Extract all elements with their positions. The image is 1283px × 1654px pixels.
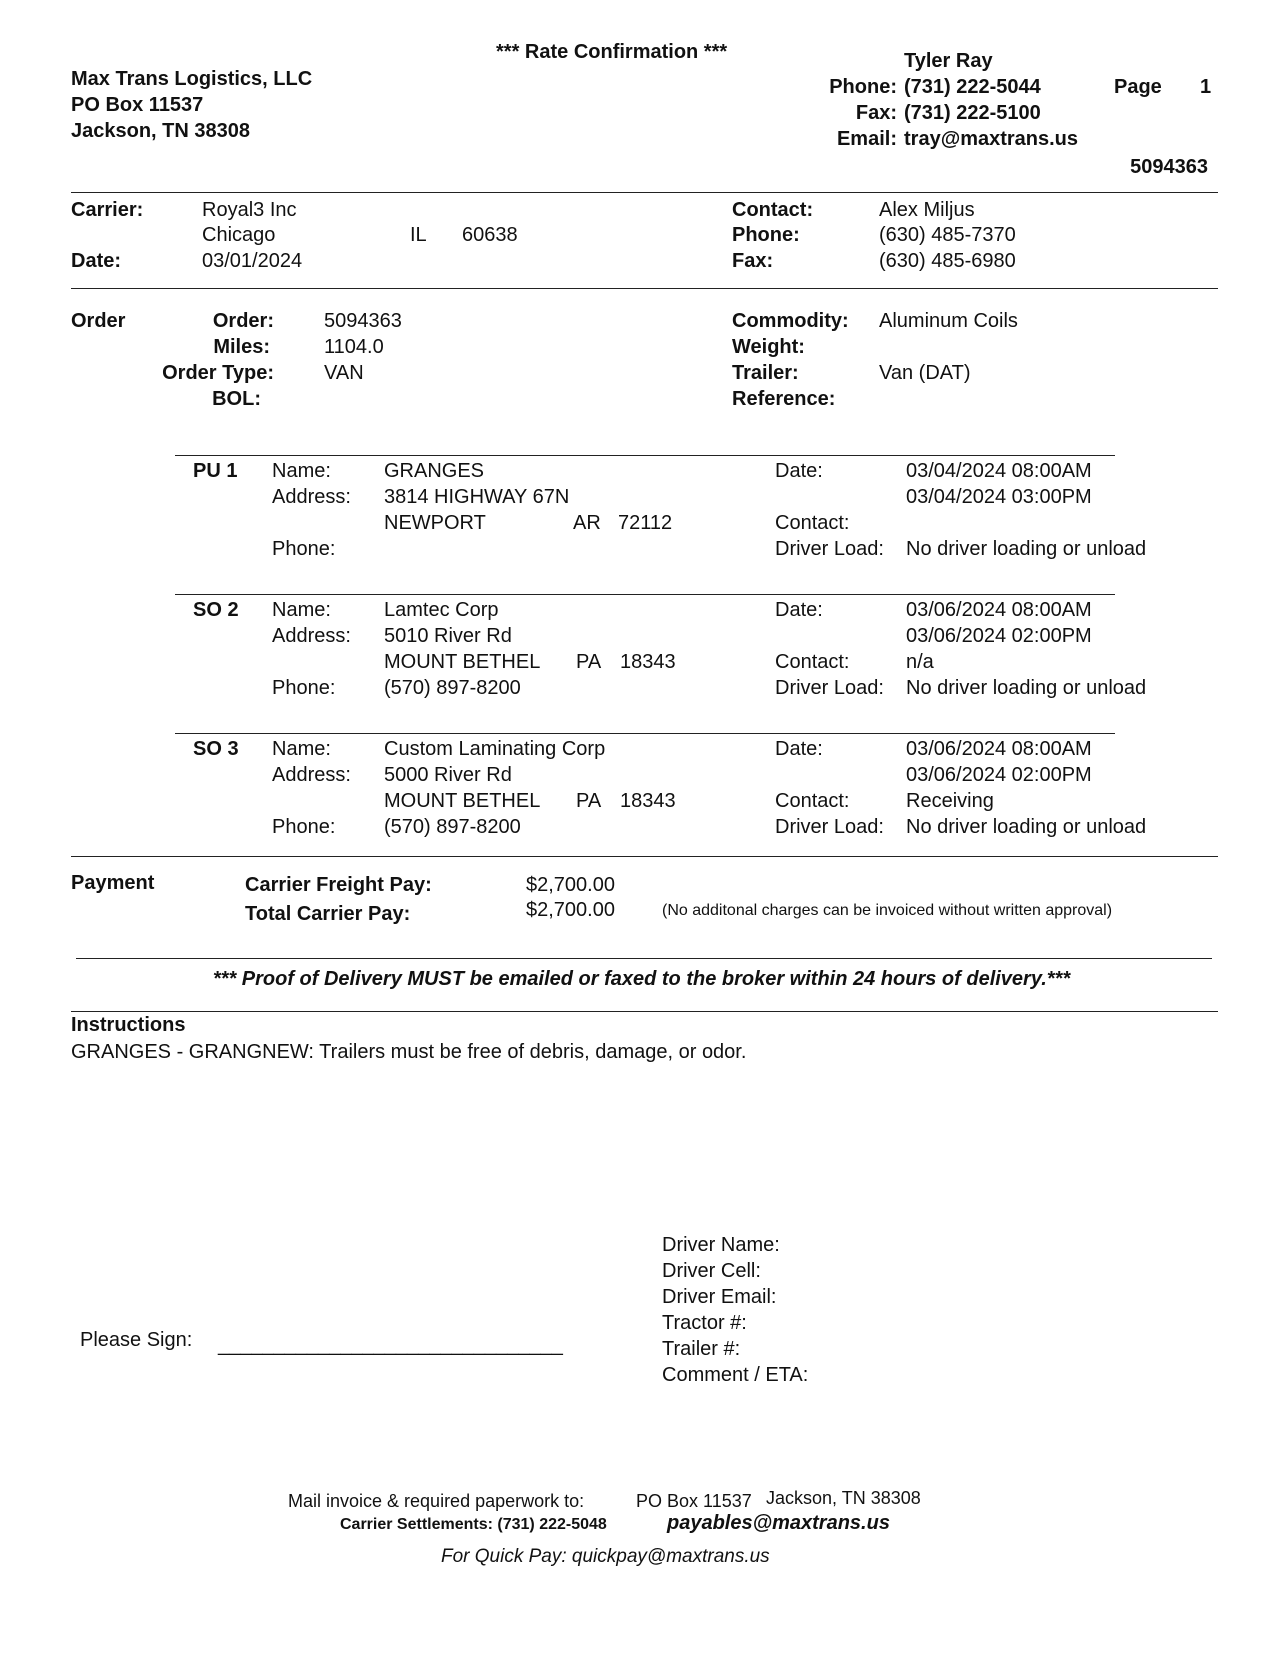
stop-contact: n/a [906,651,934,673]
total-pay-label: Total Carrier Pay: [245,903,411,925]
rep-fax-label: Fax: [855,102,897,124]
stop-state: PA [576,651,602,673]
divider [71,856,1218,857]
carrier-contact-label: Contact: [732,199,814,221]
carrier-name: Royal3 Inc [202,199,297,221]
stop-zip: 18343 [620,651,676,673]
stop-address: 5000 River Rd [384,764,512,786]
stop-name: GRANGES [384,460,485,482]
carrier-city: Chicago [202,224,276,246]
stop-zip: 72112 [618,512,673,534]
commodity-label: Commodity: [732,310,849,332]
stop-name-label: Name: [272,738,331,760]
order-number: 5094363 [324,310,402,332]
stop-driver-load: No driver loading or unload [906,538,1147,560]
trailer-number-label: Trailer #: [662,1338,741,1360]
stop-address-label: Address: [272,625,351,647]
carrier-date-label: Date: [71,250,122,272]
footer-city-state: Jackson, TN 38308 [766,1488,921,1508]
stop-driver-load-label: Driver Load: [775,538,884,560]
stop-date-end: 03/04/2024 03:00PM [906,486,1092,508]
stop-date-start: 03/06/2024 08:00AM [906,738,1092,760]
rep-phone: (731) 222-5044 [904,76,1041,98]
stop-contact-label: Contact: [775,512,850,534]
stop-contact-label: Contact: [775,651,850,673]
divider [71,1011,1218,1012]
footer-po-box: PO Box 11537 [636,1491,752,1511]
stop-driver-load-label: Driver Load: [775,677,884,699]
stop-id: SO 2 [193,599,239,621]
stop-id: SO 3 [193,738,239,760]
stop-id: PU 1 [193,460,238,482]
rep-email: tray@maxtrans.us [904,128,1079,150]
driver-name-label: Driver Name: [662,1234,780,1256]
weight-label: Weight: [732,336,805,358]
stop-name: Custom Laminating Corp [384,738,606,760]
stop-date-end: 03/06/2024 02:00PM [906,764,1092,786]
carrier-zip: 60638 [462,224,518,246]
divider [76,958,1212,959]
signature-line[interactable]: _______________________________ [218,1334,563,1356]
carrier-date: 03/01/2024 [202,250,303,272]
stop-date-label: Date: [775,599,823,621]
company-address-line2: Jackson, TN 38308 [71,120,250,142]
divider [175,455,1115,456]
divider [71,288,1218,289]
stop-state: AR [573,512,601,534]
stop-address-label: Address: [272,486,351,508]
stop-date-start: 03/04/2024 08:00AM [906,460,1092,482]
comment-eta-label: Comment / ETA: [662,1364,809,1386]
divider [71,192,1218,193]
trailer: Van (DAT) [879,362,971,384]
stop-driver-load: No driver loading or unload [906,816,1147,838]
stop-phone: (570) 897-8200 [384,677,521,699]
reference-label: Reference: [732,388,836,410]
carrier-fax: (630) 485-6980 [879,250,1016,272]
stop-zip: 18343 [620,790,676,812]
carrier-fax-label: Fax: [732,250,774,272]
page-number: 1 [1200,76,1212,98]
quick-pay: For Quick Pay: quickpay@maxtrans.us [441,1546,770,1567]
stop-contact: Receiving [906,790,994,812]
stop-city: MOUNT BETHEL [384,651,541,673]
order-type: VAN [324,362,364,384]
order-type-label: Order Type: [162,362,274,384]
payables-email[interactable]: payables@maxtrans.us [667,1512,890,1534]
please-sign-label: Please Sign: [80,1329,193,1351]
stop-phone-label: Phone: [272,816,336,838]
document-title: *** Rate Confirmation *** [496,41,728,63]
instructions-text: GRANGES - GRANGNEW: Trailers must be free of debris, damage, or odor. [71,1041,747,1063]
company-address-line1: PO Box 11537 [71,94,204,116]
trailer-label: Trailer: [732,362,799,384]
stop-date-label: Date: [775,738,823,760]
doc-number: 5094363 [1130,156,1208,178]
stop-address: 5010 River Rd [384,625,512,647]
instructions-label: Instructions [71,1014,186,1036]
stop-date-start: 03/06/2024 08:00AM [906,599,1092,621]
stop-city: NEWPORT [384,512,486,534]
stop-name: Lamtec Corp [384,599,499,621]
rep-phone-label: Phone: [829,76,897,98]
miles: 1104.0 [324,336,384,358]
stop-name-label: Name: [272,460,331,482]
miles-label: Miles: [213,336,270,358]
rep-name: Tyler Ray [904,50,993,72]
stop-phone-label: Phone: [272,677,336,699]
freight-pay-label: Carrier Freight Pay: [245,874,432,896]
carrier-settlements: Carrier Settlements: (731) 222-5048 [340,1516,607,1533]
company-name: Max Trans Logistics, LLC [71,68,313,90]
stop-date-end: 03/06/2024 02:00PM [906,625,1092,647]
order-number-label: Order: [212,310,274,332]
divider [175,733,1115,734]
order-section-label: Order [71,310,126,332]
freight-pay: $2,700.00 [526,874,615,896]
carrier-label: Carrier: [71,199,144,221]
stop-address: 3814 HIGHWAY 67N [384,486,570,508]
stop-driver-load-label: Driver Load: [775,816,884,838]
tractor-label: Tractor #: [662,1312,747,1334]
carrier-phone: (630) 485-7370 [879,224,1016,246]
stop-phone: (570) 897-8200 [384,816,521,838]
stop-date-label: Date: [775,460,823,482]
divider [175,594,1115,595]
carrier-phone-label: Phone: [732,224,800,246]
stop-driver-load: No driver loading or unload [906,677,1147,699]
stop-state: PA [576,790,602,812]
pod-notice: *** Proof of Delivery MUST be emailed or faxed to the broker within 24 hours of delivery.*** [212,968,1071,990]
rep-email-label: Email: [836,128,897,150]
driver-email-label: Driver Email: [662,1286,777,1308]
commodity: Aluminum Coils [879,310,1018,332]
rep-fax: (731) 222-5100 [904,102,1041,124]
bol-label: BOL: [212,388,261,410]
stop-phone-label: Phone: [272,538,336,560]
stop-city: MOUNT BETHEL [384,790,541,812]
carrier-contact: Alex Miljus [879,199,975,221]
stop-name-label: Name: [272,599,331,621]
page-label: Page [1114,76,1162,98]
driver-cell-label: Driver Cell: [662,1260,761,1282]
carrier-state: IL [410,224,427,246]
payment-note: (No additonal charges can be invoiced without written approval) [662,902,1113,919]
total-pay: $2,700.00 [526,899,615,921]
payment-section-label: Payment [71,872,155,894]
stop-contact-label: Contact: [775,790,850,812]
stop-address-label: Address: [272,764,351,786]
mail-invoice-label: Mail invoice & required paperwork to: [288,1491,585,1511]
